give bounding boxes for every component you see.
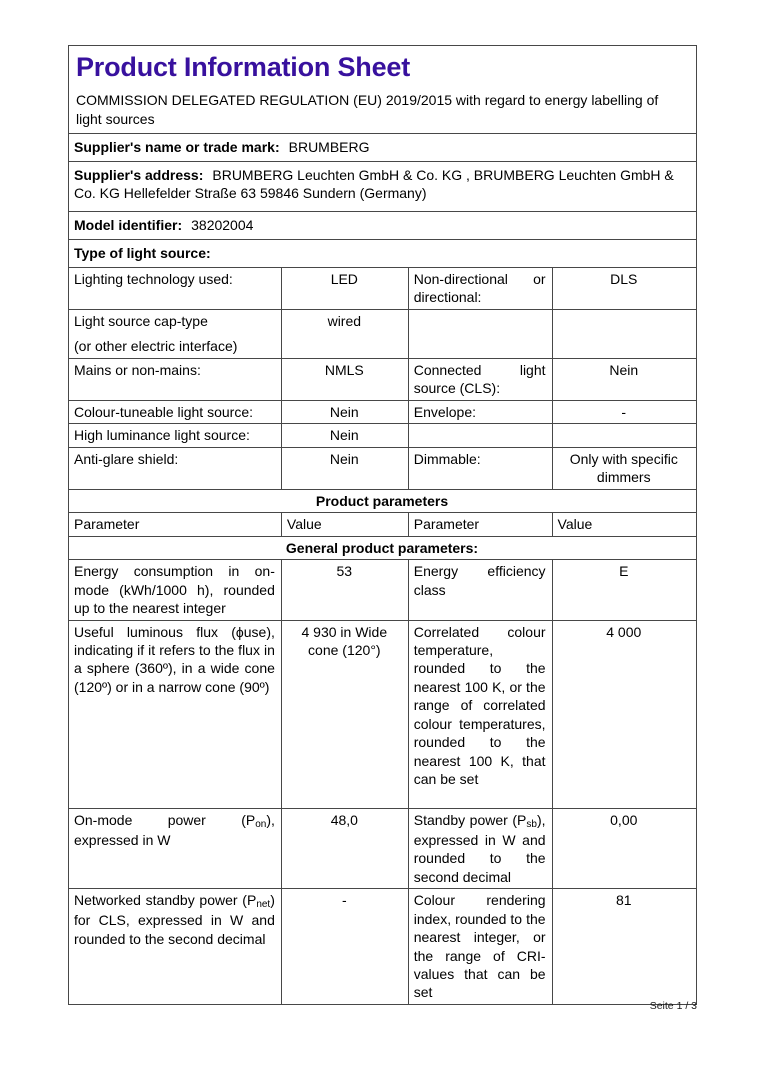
model-identifier-row	[69, 212, 697, 240]
param-cell: Non-directional or directional:	[408, 268, 552, 310]
value-cell: Only with specific dimmers	[552, 447, 696, 489]
supplier-address-label: Supplier's address:	[74, 167, 204, 183]
general-section-title: General product parameters:	[69, 536, 697, 559]
param-cell	[69, 309, 282, 358]
value-cell: -	[552, 400, 696, 423]
param-cell: Dimmable:	[408, 447, 552, 489]
param-subscript: net	[256, 899, 271, 911]
supplier-name-row	[69, 134, 697, 162]
value-cell	[552, 424, 696, 447]
param-cell: Useful luminous flux (ϕuse), indicating if it refers to the flux in a sphere (360º), in a wide cone (120º) or in a narrow cone (90º)	[69, 620, 282, 808]
param-cell	[69, 889, 282, 1005]
param-cell: Connected light source (CLS):	[408, 358, 552, 400]
param-cell	[408, 808, 552, 889]
regulation-subtitle: COMMISSION DELEGATED REGULATION (EU) 2019/2015 with regard to energy labelling of light sources	[76, 92, 659, 127]
supplier-address-row	[69, 162, 697, 212]
column-header: Value	[281, 513, 408, 536]
param-text: ), expressed in W	[74, 811, 275, 848]
table-row	[69, 447, 697, 489]
param-cell: Colour-tuneable light source:	[69, 400, 282, 423]
page-number: Seite 1 / 3	[649, 1000, 697, 1012]
param-cell	[408, 309, 552, 358]
value-cell: 4 930 in Wide cone (120°)	[281, 620, 408, 808]
param-cell: Energy consumption in on-mode (kWh/1000 h), rounded up to the nearest integer	[69, 560, 282, 620]
param-cell: Lighting technology used:	[69, 268, 282, 310]
param-subscript: sb	[526, 818, 537, 830]
value-cell: E	[552, 560, 696, 620]
param-subscript: on	[255, 818, 267, 830]
param-cell: High luminance light source:	[69, 424, 282, 447]
value-cell: Nein	[281, 447, 408, 489]
supplier-address-cell	[69, 162, 697, 212]
column-header: Parameter	[69, 513, 282, 536]
page-title: Product Information Sheet	[76, 52, 411, 82]
value-cell: wired	[281, 309, 408, 358]
value-cell: NMLS	[281, 358, 408, 400]
table-row	[69, 424, 697, 447]
supplier-name-cell	[69, 134, 697, 162]
product-info-sheet-table	[68, 45, 697, 1005]
section-header-row	[69, 536, 697, 559]
param-cell: Energy efficiency class	[408, 560, 552, 620]
value-cell: LED	[281, 268, 408, 310]
supplier-name-value: BRUMBERG	[288, 139, 370, 155]
param-cell	[408, 424, 552, 447]
value-cell: Nein	[281, 424, 408, 447]
value-cell: 0,00	[552, 808, 696, 889]
value-cell: DLS	[552, 268, 696, 310]
param-cell	[69, 808, 282, 889]
param-line: Light source cap-type	[74, 312, 208, 329]
supplier-address-value: BRUMBERG Leuchten GmbH & Co. KG , BRUMBERG Leuchten GmbH & Co. KG Hellefelder Straße 63 59846 Sundern (Germany)	[74, 167, 674, 202]
title-cell	[69, 46, 697, 134]
section-header-row	[69, 489, 697, 512]
title-row	[69, 46, 697, 134]
param-cell: Envelope:	[408, 400, 552, 423]
section-title: Product parameters	[69, 489, 697, 512]
table-row	[69, 400, 697, 423]
value-cell: 53	[281, 560, 408, 620]
value-cell: -	[281, 889, 408, 1005]
column-header: Value	[552, 513, 696, 536]
value-cell: 48,0	[281, 808, 408, 889]
param-text: On-mode power (P	[74, 811, 256, 828]
value-cell: 81	[552, 889, 696, 1005]
supplier-name-label: Supplier's name or trade mark:	[74, 139, 280, 155]
value-cell: Nein	[281, 400, 408, 423]
value-cell	[552, 309, 696, 358]
model-identifier-cell	[69, 212, 697, 240]
param-text: Standby power (P	[413, 811, 527, 828]
table-row	[69, 808, 697, 889]
value-cell: Nein	[552, 358, 696, 400]
type-of-light-source-cell	[69, 240, 697, 268]
model-identifier-label: Model identifier:	[74, 217, 183, 233]
column-header: Parameter	[408, 513, 552, 536]
param-text: ), expressed in W and rounded to the second decimal	[413, 811, 546, 885]
table-row	[69, 620, 697, 808]
type-of-light-source-row	[69, 240, 697, 268]
table-row	[69, 309, 697, 358]
param-cell: Colour rendering index, rounded to the nearest integer, or the range of CRI-values that can be set	[408, 889, 552, 1005]
param-cell: Anti-glare shield:	[69, 447, 282, 489]
table-row	[69, 268, 697, 310]
param-cell: Correlated colour temperature, rounded to the nearest 100 K, or the range of correlated colour temperatures, rounded to the nearest 100 K, that can be set	[408, 620, 552, 808]
table-row	[69, 889, 697, 1005]
table-row	[69, 560, 697, 620]
param-cell: Mains or non-mains:	[69, 358, 282, 400]
column-header-row	[69, 513, 697, 536]
param-text: ) for CLS, expressed in W and rounded to the second decimal	[74, 892, 275, 947]
value-cell: 4 000	[552, 620, 696, 808]
table-row	[69, 358, 697, 400]
param-line: (or other electric interface)	[74, 338, 238, 355]
type-of-light-source-label: Type of light source:	[74, 245, 211, 261]
param-text: Networked standby power (P	[74, 892, 257, 909]
model-identifier-value: 38202004	[191, 217, 254, 233]
